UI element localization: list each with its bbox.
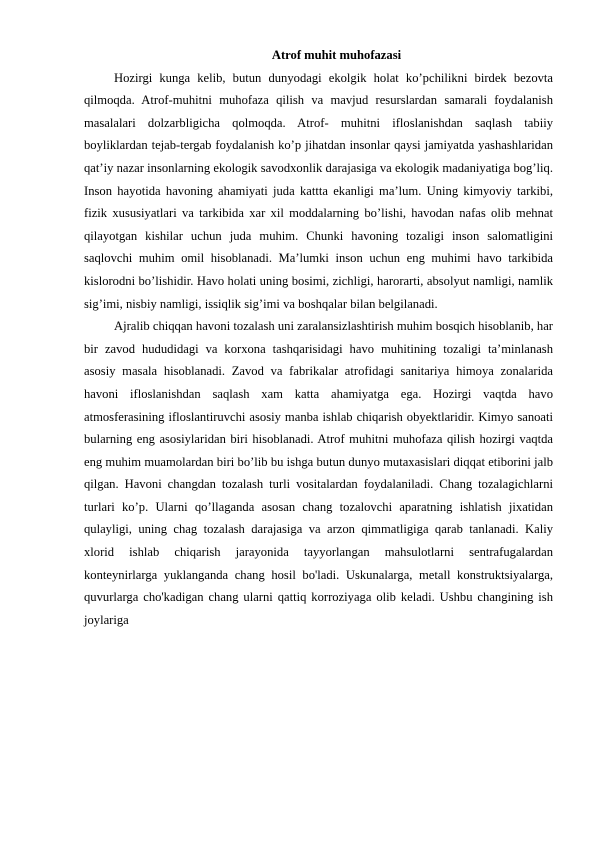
paragraph-air-importance: Hozirgi kunga kelib, butun dunyodagi ekolgik holat ko’pchilikni birdek bezovta qilmoqda. Atrof-muhitni muhofaza qilish va mavjud resurslardan samarali foydalanish masalalari dolzarbligicha qolmoqda. Atrof- muhitni ifloslanishdan saqlash tabiiy boyliklardan tejab-tergab foydalanish ko’p jihatdan insonlar qaysi jamiyatda yashashlaridan qat’iy nazar insonlarning ekologik savodxonlik darajasiga va ekologik madaniyatiga bog’liq. Inson hayotida havoning ahamiyati juda kattta ekanligi ma’lum. Uning kimyoviy tarkibi, fizik xususiyatlari va tarkibida xar xil moddalarning bo’lishi, havodan nafas olib mehnat qilayotgan kishilar uchun juda muhim. Chunki havoning tozaligi inson salomatligini saqlovchi muhim omil hisoblanadi. Ma’lumki inson uchun eng muhimi havo tarkibida kislorodni bo’lishidir. Havo holati uning bosimi, zichligi, harorarti, absolyut namligi, namlik sig’imi, nisbiy namligi, issiqlik sig’imi va boshqalar bilan belgilanadi. [84,70,553,311]
paragraph-air-cleaning: Ajralib chiqqan havoni tozalash uni zaralansizlashtirish muhim bosqich hisoblanib, har bir zavod hududidagi va korxona tashqarisidagi havo muhitining tozaligi ta’minlanash asosiy masala hisoblanadi. Zavod va fabrikalar atrofidagi sanitariya himoya zonalarida havoni ifloslanishdan saqlash xam katta ahamiyatga ega. Hozirgi vaqtda havo atmosferasining ifloslantiruvchi asosiy manba ishlab chiqarish obyektlaridir. Kimyo sanoati bularning eng asosiylaridan biri hisoblanadi. Atrof muhitni muhofaza qilish hozirgi vaqtda eng muhim muamolardan biri bo’lib bu ishga butun dunyo mutaxasislari diqqat etiborini jalb qilgan. Havoni changdan tozalash turli vositalardan foydalaniladi. Chang tozalagichlarni turlari ko’p. Ularni qo’llaganda asosan chang tozalovchi aparatning ishlatish jixatidan qulayligi, uning chag tozalash darajasiga va arzon qimmatligiga qarab tanlanadi. Kaliy xlorid ishlab chiqarish jarayonida tayyorlangan mahsulotlarni sentrafugalardan konteynirlarga yuklanganda chang hosil bo'ladi. Uskunalarga, metall konstruktsiyalarga, quvurlarga cho'kadigan chang ularni qattiq korroziyaga olib keladi. Ushbu changining ish joylariga [84,319,553,627]
document-page [84,44,553,631]
document-title: Atrof muhit muhofazasi [271,48,402,62]
